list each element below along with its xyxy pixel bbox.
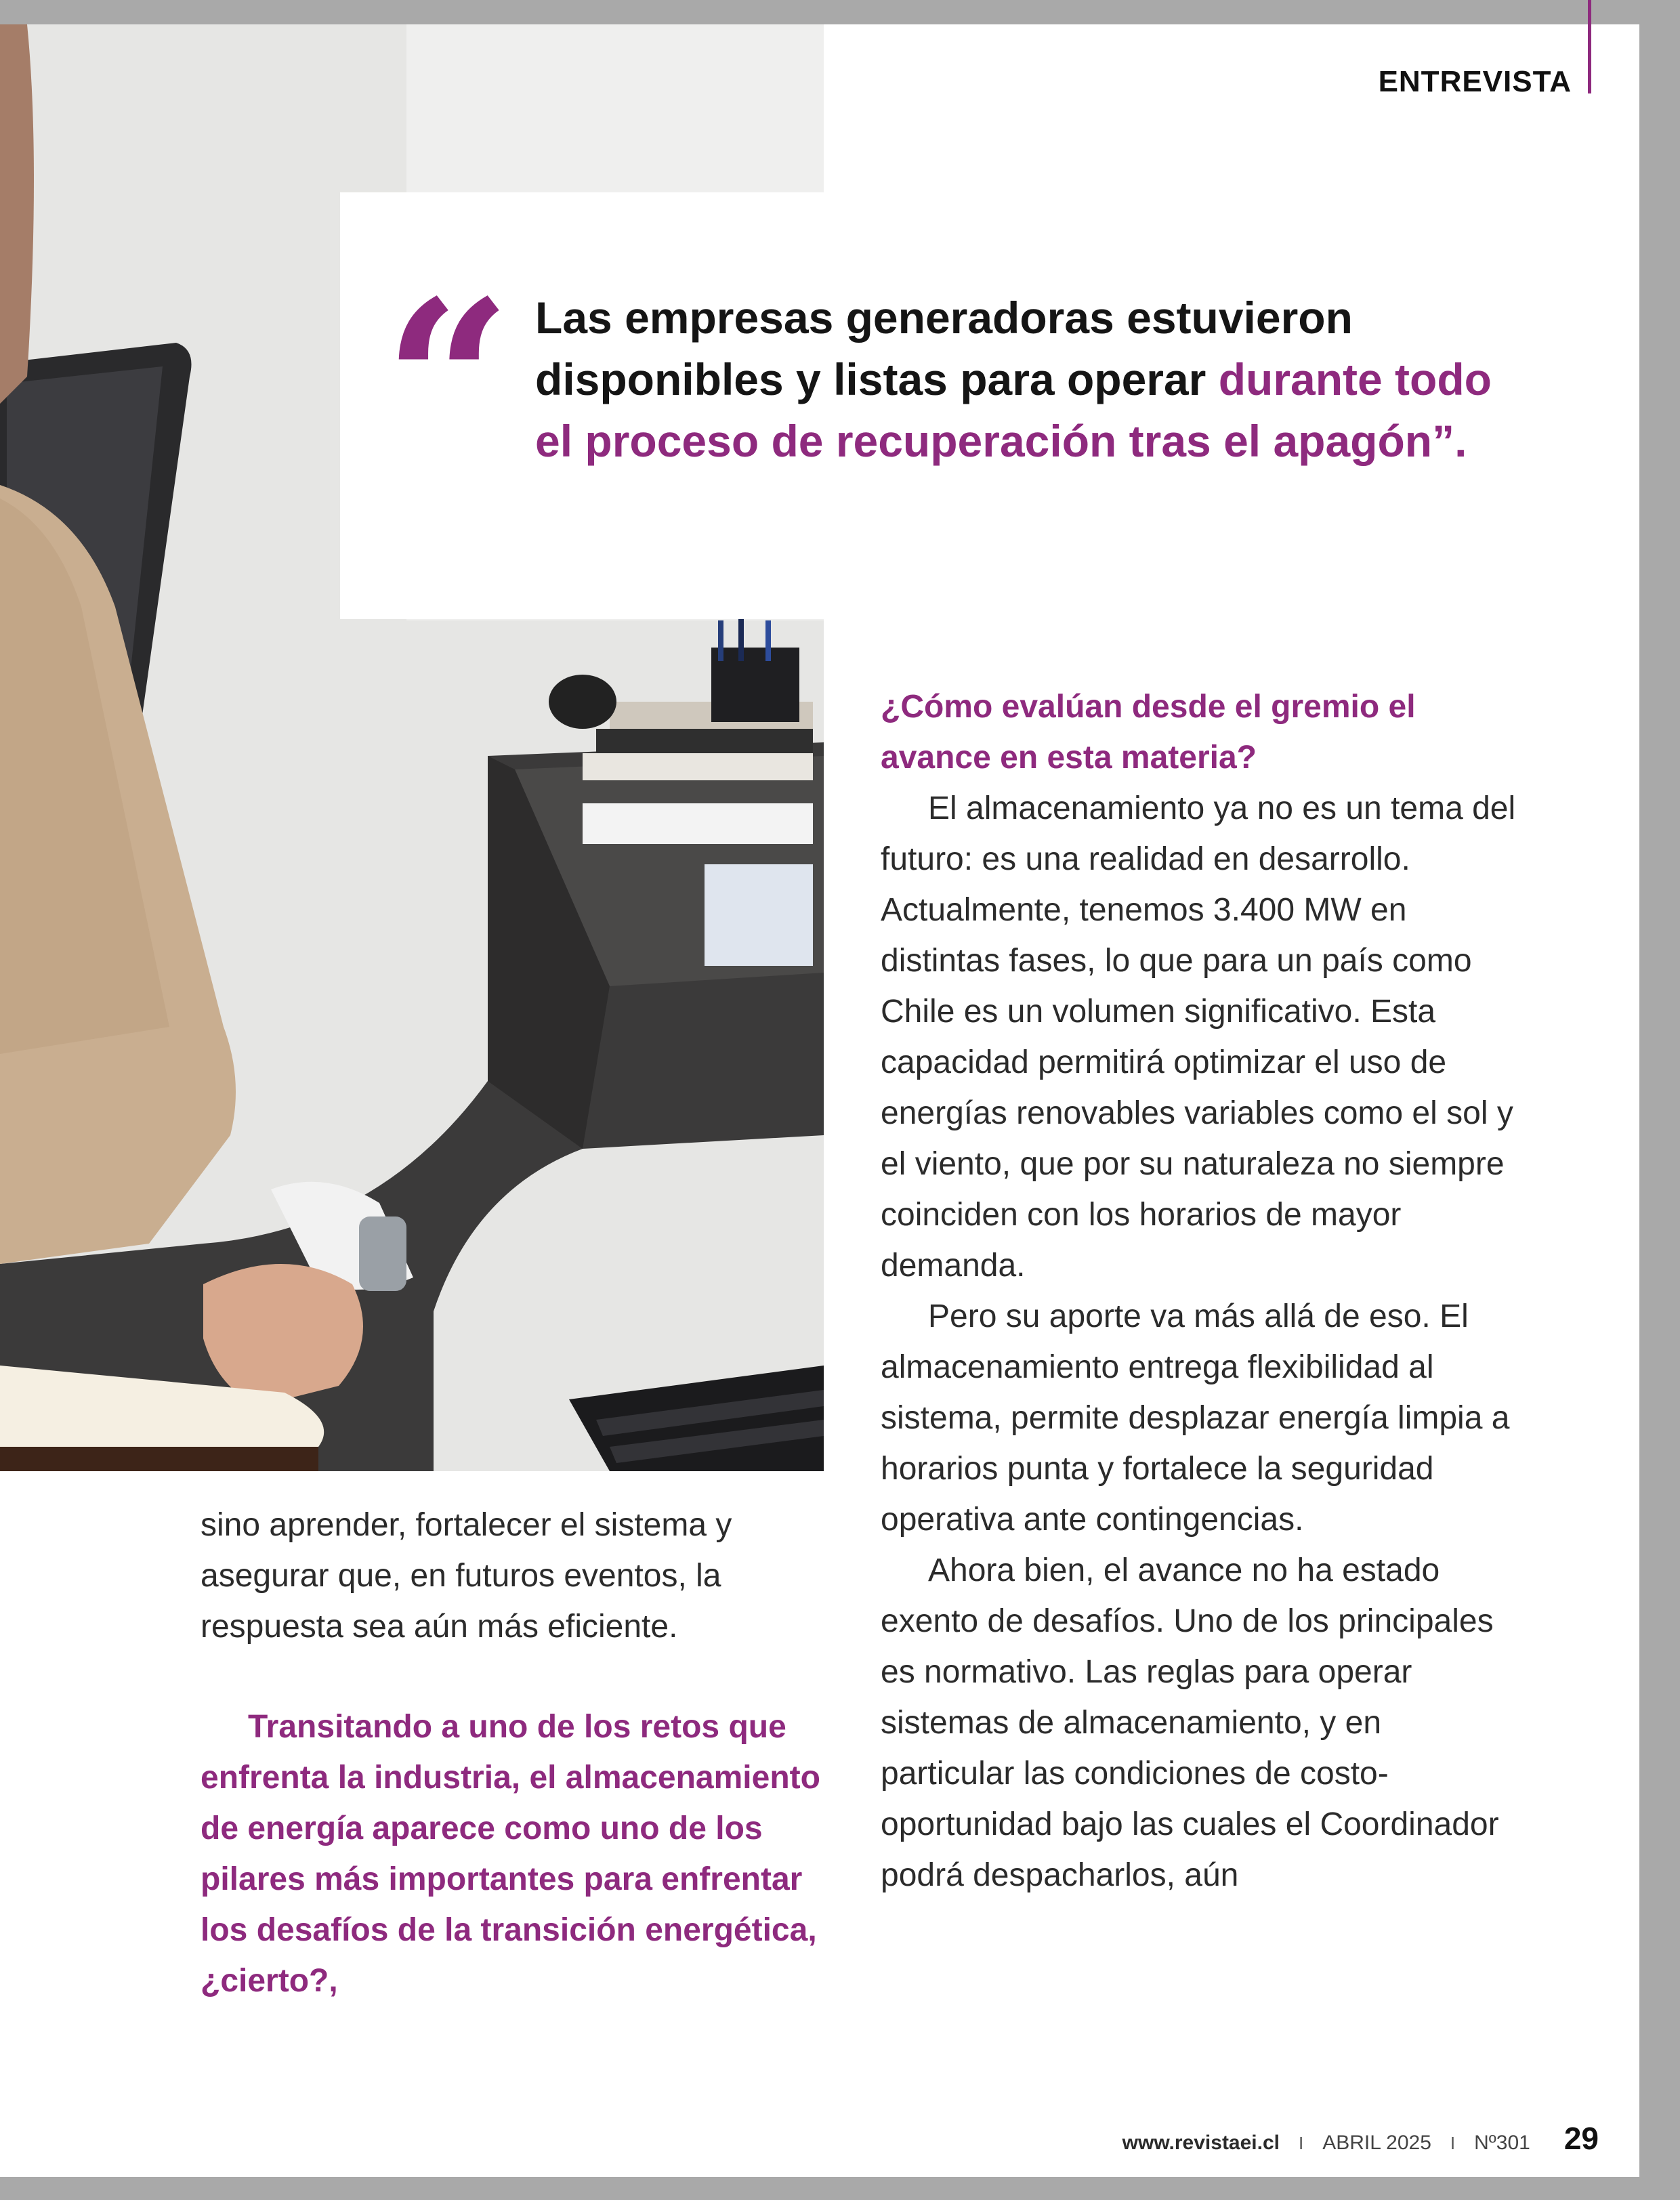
answer-paragraph-3: Ahora bien, el avance no ha estado exento de desafíos. Uno de los principales es normativo. Las reglas para operar sistemas de almacenamiento, y en particular las condiciones de costo-oportunidad bajo las cuales el Coordinador podrá despacharlos, aún <box>881 1552 1499 1893</box>
footer-issue: Nº301 <box>1474 2132 1530 2154</box>
interview-question: ¿Cómo evalúan desde el gremio el avance en esta materia? <box>881 689 1416 776</box>
section-label: ENTREVISTA <box>1378 65 1572 98</box>
answer-paragraph-1: El almacenamiento ya no es un tema del futuro: es una realidad en desarrollo. Actualmente, tenemos 3.400 MW en distintas fases, lo que para un país como Chile es un volumen significativo. Esta capacidad permitirá optimizar el uso de energías renovables variables como el sol y el viento, que por su naturaleza no siempre coinciden con los horarios de mayor demanda. <box>881 790 1516 1284</box>
page-number: 29 <box>1563 2121 1599 2156</box>
footer-separator: I <box>1299 2133 1304 2153</box>
page-frame-bottom <box>0 2177 1680 2200</box>
pull-quote-highlight: durante todo el proceso de recuperación tras el apagón”. <box>535 354 1492 466</box>
quote-mark-icon: “ <box>383 251 512 514</box>
right-column <box>881 681 1517 1901</box>
interview-question-2: Transitando a uno de los retos que enfrenta la industria, el almacenamiento de energía aparece como uno de los pilares más importantes para enfrentar los desafíos de la transición energética, ¿cierto?, <box>201 1709 820 1999</box>
continuation-paragraph: sino aprender, fortalecer el sistema y asegurar que, en futuros eventos, la respuesta sea aún más eficiente. <box>201 1507 732 1645</box>
answer-paragraph-2: Pero su aporte va más allá de eso. El almacenamiento entrega flexibilidad al sistema, permite desplazar energía limpia a horarios punta y fortalece la seguridad operativa ante contingencias. <box>881 1298 1510 1538</box>
footer-date: ABRIL 2025 <box>1322 2132 1431 2154</box>
section-rule <box>1588 0 1591 93</box>
page-frame-right <box>1639 24 1680 2177</box>
left-column-continuation <box>201 1500 824 1652</box>
footer-website: www.revistaei.cl <box>1122 2132 1280 2154</box>
pull-quote-text: Las empresas generadoras estuvieron disponibles y listas para operar <box>535 293 1353 404</box>
footer-separator: I <box>1450 2133 1456 2153</box>
left-column-question <box>201 1701 824 2006</box>
page-footer <box>1003 2120 1599 2161</box>
pull-quote <box>535 287 1497 472</box>
page-frame-top <box>0 0 1680 24</box>
